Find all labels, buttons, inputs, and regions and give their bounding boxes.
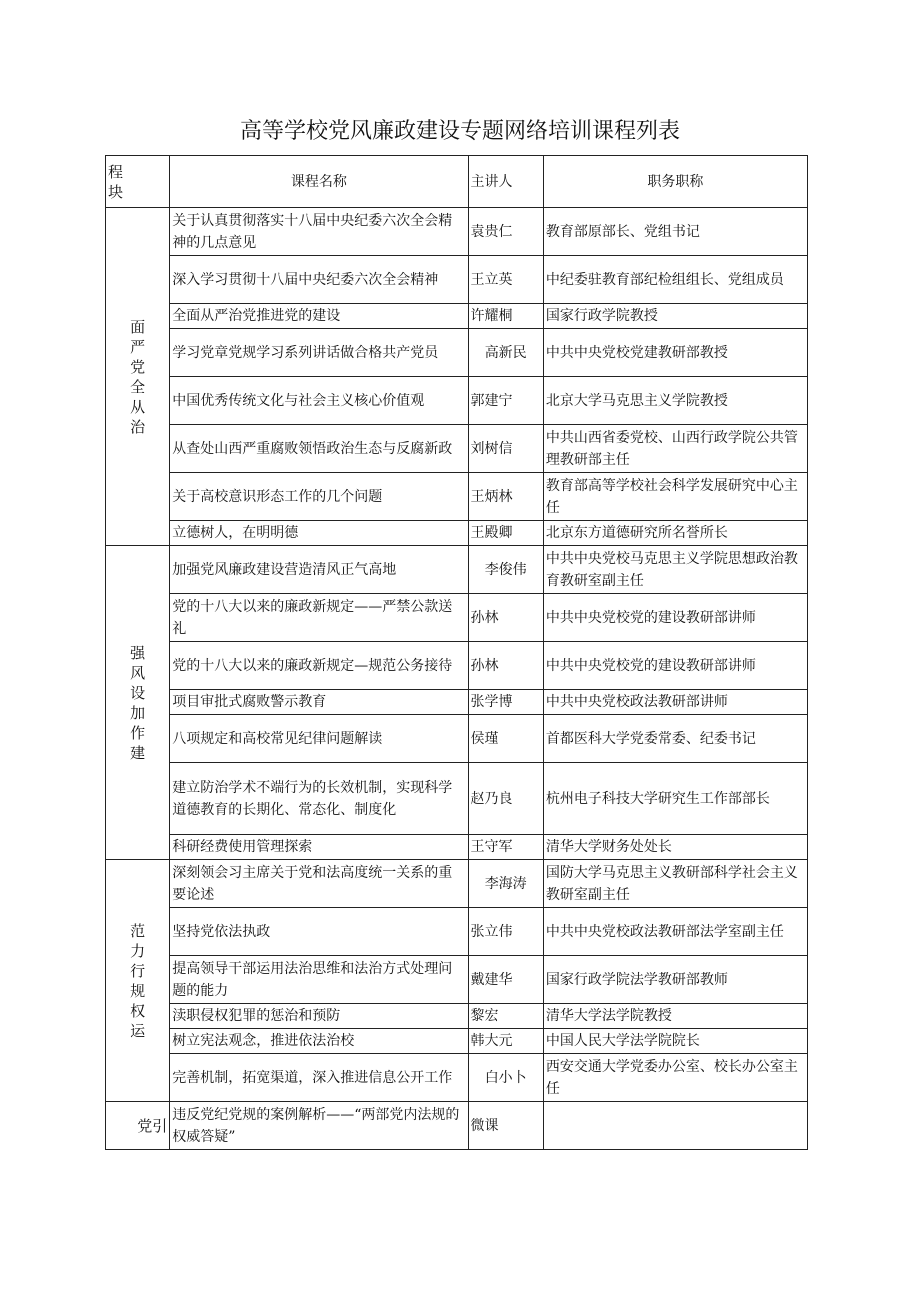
table-row bbox=[106, 377, 808, 425]
course-name: 关于高校意识形态工作的几个问题 bbox=[170, 473, 468, 521]
position-title: 清华大学财务处处长 bbox=[543, 835, 807, 860]
position-title: 国家行政学院法学教研部教师 bbox=[543, 956, 807, 1004]
position-title: 中共中央党校党的建设教研部讲师 bbox=[543, 642, 807, 690]
table-row bbox=[106, 208, 808, 256]
course-name: 中国优秀传统文化与社会主义核心价值观 bbox=[170, 377, 468, 425]
speaker: 张学博 bbox=[468, 690, 543, 715]
position-title: 北京东方道德研究所名誉所长 bbox=[543, 521, 807, 546]
position-title: 清华大学法学院教授 bbox=[543, 1004, 807, 1029]
position-title: 杭州电子科技大学研究生工作部部长 bbox=[543, 763, 807, 835]
position-title: 中共中央党校马克思主义学院思想政治教育教研室副主任 bbox=[543, 546, 807, 594]
course-name: 建立防治学术不端行为的长效机制，实现科学道德教育的长期化、常态化、制度化 bbox=[170, 763, 468, 835]
speaker: 戴建华 bbox=[468, 956, 543, 1004]
section-label bbox=[106, 1102, 170, 1150]
section-label bbox=[106, 860, 170, 1102]
speaker: 高新民 bbox=[468, 329, 543, 377]
position-title: 国家行政学院教授 bbox=[543, 304, 807, 329]
course-name: 关于认真贯彻落实十八届中央纪委六次全会精神的几点意见 bbox=[170, 208, 468, 256]
speaker: 孙林 bbox=[468, 642, 543, 690]
position-title: 中共中央党校党的建设教研部讲师 bbox=[543, 594, 807, 642]
speaker: 白小卜 bbox=[468, 1054, 543, 1102]
page-title: 高等学校党风廉政建设专题网络培训课程列表 bbox=[239, 119, 680, 144]
table-row bbox=[106, 425, 808, 473]
position-title: 中共中央党校政法教研部讲师 bbox=[543, 690, 807, 715]
speaker: 李海涛 bbox=[468, 860, 543, 908]
course-name: 学习党章党规学习系列讲话做合格共产党员 bbox=[170, 329, 468, 377]
speaker: 张立伟 bbox=[468, 908, 543, 956]
table-row bbox=[106, 835, 808, 860]
section-label-text: 面严党全从治 bbox=[130, 317, 146, 436]
course-name: 提高领导干部运用法治思维和法治方式处理问题的能力 bbox=[170, 956, 468, 1004]
header-course: 课程名称 bbox=[170, 156, 468, 208]
speaker: 孙林 bbox=[468, 594, 543, 642]
position-title: 中共中央党校党建教研部教授 bbox=[543, 329, 807, 377]
table-row bbox=[106, 908, 808, 956]
table-row bbox=[106, 1102, 808, 1150]
speaker: 王立英 bbox=[468, 256, 543, 304]
position-title: 西安交通大学党委办公室、校长办公室主任 bbox=[543, 1054, 807, 1102]
speaker: 黎宏 bbox=[468, 1004, 543, 1029]
table-row bbox=[106, 1054, 808, 1102]
speaker: 袁贵仁 bbox=[468, 208, 543, 256]
table-row bbox=[106, 763, 808, 835]
course-name: 全面从严治党推进党的建设 bbox=[170, 304, 468, 329]
speaker: 王守军 bbox=[468, 835, 543, 860]
course-name: 坚持党依法执政 bbox=[170, 908, 468, 956]
table-row bbox=[106, 473, 808, 521]
table-row bbox=[106, 304, 808, 329]
table-row bbox=[106, 594, 808, 642]
position-title: 教育部原部长、党组书记 bbox=[543, 208, 807, 256]
course-name: 立德树人，在明明德 bbox=[170, 521, 468, 546]
section-label-text: 强风设加作建 bbox=[130, 643, 146, 762]
section-label bbox=[106, 546, 170, 860]
course-name: 从查处山西严重腐败领悟政治生态与反腐新政 bbox=[170, 425, 468, 473]
speaker: 刘树信 bbox=[468, 425, 543, 473]
speaker: 赵乃良 bbox=[468, 763, 543, 835]
course-name: 党的十八大以来的廉政新规定——严禁公款送礼 bbox=[170, 594, 468, 642]
position-title: 中国人民大学法学院院长 bbox=[543, 1029, 807, 1054]
table-row bbox=[106, 642, 808, 690]
speaker: 郭建宁 bbox=[468, 377, 543, 425]
header-speaker: 主讲人 bbox=[468, 156, 543, 208]
speaker: 韩大元 bbox=[468, 1029, 543, 1054]
position-title: 中共中央党校政法教研部法学室副主任 bbox=[543, 908, 807, 956]
speaker: 微课 bbox=[468, 1102, 543, 1150]
section-label bbox=[106, 208, 170, 546]
header-position: 职务职称 bbox=[543, 156, 807, 208]
course-name: 加强党风廉政建设营造清风正气高地 bbox=[170, 546, 468, 594]
position-title: 教育部高等学校社会科学发展研究中心主任 bbox=[543, 473, 807, 521]
position-title: 国防大学马克思主义教研部科学社会主义教研室副主任 bbox=[543, 860, 807, 908]
position-title: 北京大学马克思主义学院教授 bbox=[543, 377, 807, 425]
course-name: 八项规定和高校常见纪律问题解读 bbox=[170, 715, 468, 763]
course-name: 深入学习贯彻十八届中央纪委六次全会精神 bbox=[170, 256, 468, 304]
position-title bbox=[543, 1102, 807, 1150]
course-name: 违反党纪党规的案例解析——“两部党内法规的权威答疑” bbox=[170, 1102, 468, 1150]
table-row bbox=[106, 256, 808, 304]
speaker: 侯瑾 bbox=[468, 715, 543, 763]
position-title: 中共山西省委党校、山西行政学院公共管理教研部主任 bbox=[543, 425, 807, 473]
table-row bbox=[106, 1004, 808, 1029]
table-row bbox=[106, 956, 808, 1004]
table-row bbox=[106, 521, 808, 546]
position-title: 中纪委驻教育部纪检组组长、党组成员 bbox=[543, 256, 807, 304]
table-row bbox=[106, 546, 808, 594]
speaker: 李俊伟 bbox=[468, 546, 543, 594]
speaker: 王炳林 bbox=[468, 473, 543, 521]
course-name: 完善机制，拓宽渠道，深入推进信息公开工作 bbox=[170, 1054, 468, 1102]
speaker: 许耀桐 bbox=[468, 304, 543, 329]
section-label-text: 党引 bbox=[137, 1116, 168, 1135]
course-table bbox=[105, 155, 808, 1150]
header-block: 程块 bbox=[106, 156, 170, 208]
table-row bbox=[106, 329, 808, 377]
position-title: 首都医科大学党委常委、纪委书记 bbox=[543, 715, 807, 763]
speaker: 王殿卿 bbox=[468, 521, 543, 546]
course-name: 科研经费使用管理探索 bbox=[170, 835, 468, 860]
course-name: 树立宪法观念，推进依法治校 bbox=[170, 1029, 468, 1054]
course-name: 深刻领会习主席关于党和法高度统一关系的重要论述 bbox=[170, 860, 468, 908]
table-row bbox=[106, 715, 808, 763]
table-header-row bbox=[106, 156, 808, 208]
course-name: 项目审批式腐败警示教育 bbox=[170, 690, 468, 715]
course-name: 党的十八大以来的廉政新规定—规范公务接待 bbox=[170, 642, 468, 690]
table-row bbox=[106, 860, 808, 908]
course-name: 渎职侵权犯罪的惩治和预防 bbox=[170, 1004, 468, 1029]
table-row bbox=[106, 1029, 808, 1054]
section-label-text: 范力行规权运 bbox=[130, 921, 146, 1040]
table-row bbox=[106, 690, 808, 715]
